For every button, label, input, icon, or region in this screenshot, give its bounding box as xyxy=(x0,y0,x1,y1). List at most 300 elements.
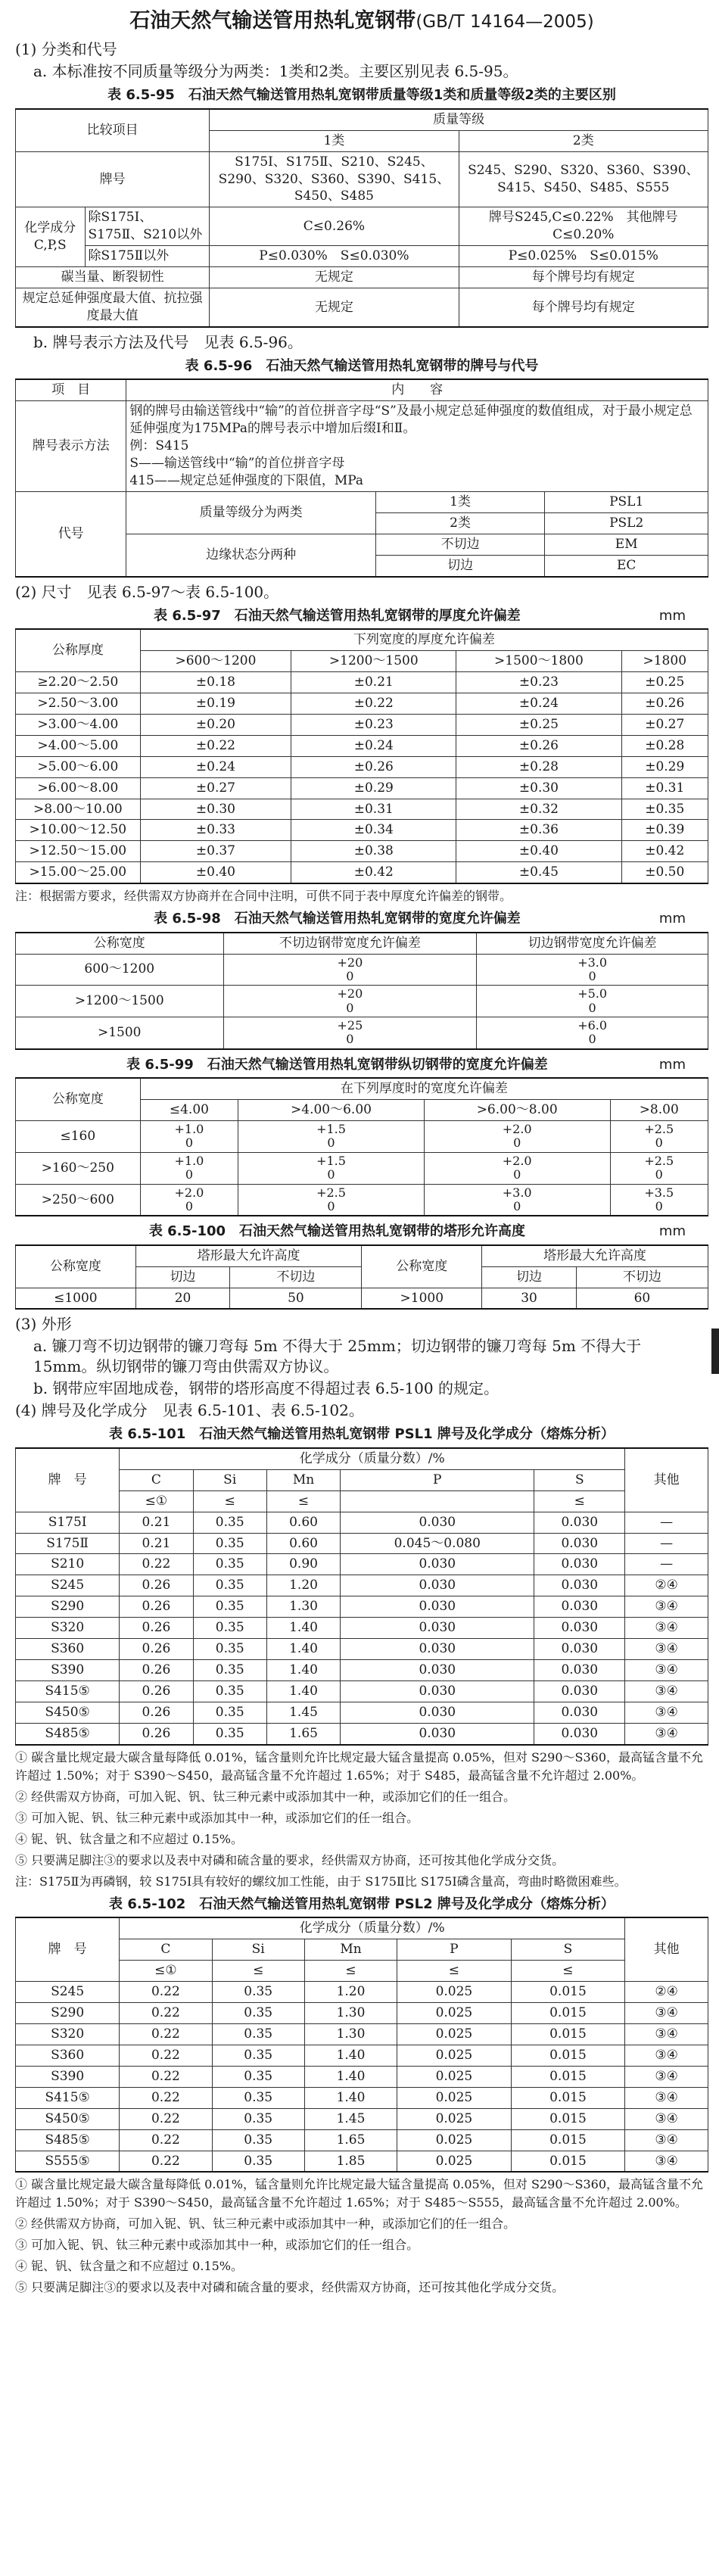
table-row xyxy=(16,1723,708,1744)
table-cell: >250～600 xyxy=(16,1184,141,1216)
table-cell: ≥2.20～2.50 xyxy=(16,671,141,693)
table-cell xyxy=(477,1017,708,1049)
table-row xyxy=(16,2087,708,2108)
table-cell: 60 xyxy=(576,1288,708,1309)
table-cell xyxy=(140,1121,238,1153)
table-notes xyxy=(15,1749,708,1891)
unit-label: mm xyxy=(658,607,686,624)
limit-header: ≤ xyxy=(266,1490,340,1512)
table-note: 注：根据需方要求，经供需双方协商并在合同中注明，可供不同于表中厚度允许偏差的钢带。 xyxy=(15,889,512,904)
table-cell: S320 xyxy=(16,2023,120,2045)
table-header: 不切边 xyxy=(576,1266,708,1288)
table-cell: 0.26 xyxy=(120,1681,193,1702)
element-header: C xyxy=(120,1469,193,1490)
tolerance-upper: +1.5 xyxy=(316,1122,346,1137)
table-cell: 0.025 xyxy=(397,2023,512,2045)
table-cell xyxy=(477,954,708,986)
table-cell: S175Ⅰ xyxy=(16,1512,120,1533)
table-cell: 0.35 xyxy=(212,2066,304,2087)
table-cell xyxy=(223,1017,477,1049)
limit-header: ≤ xyxy=(212,1961,304,1982)
table-cell: 1.30 xyxy=(266,1596,340,1618)
table-cell: 2类 xyxy=(375,512,545,534)
table-cell: 1.85 xyxy=(304,2151,397,2172)
table-cell: S555⑤ xyxy=(16,2151,120,2172)
table-header: >8.00 xyxy=(610,1100,708,1121)
table-cell: S320 xyxy=(16,1618,120,1639)
table-row xyxy=(16,714,708,735)
table-header: 公称宽度 xyxy=(362,1245,482,1288)
table-header: 塔形最大允许高度 xyxy=(482,1245,708,1266)
table-header: 切边 xyxy=(482,1266,577,1288)
table-header: 其他 xyxy=(625,1448,708,1512)
table-cell: >1000 xyxy=(362,1288,482,1309)
paragraph: a. 镰刀弯不切边钢带的镰刀弯每 5m 不得大于 25mm；切边钢带的镰刀弯每 5m 不得大于 15mm。纵切钢带的镰刀弯由供需双方协议。 xyxy=(33,1337,642,1376)
tolerance-upper: +25 xyxy=(337,1018,363,1033)
table-note: ② 经供需双方协商，可加入铌、钒、钛三种元素中或添加其中一种，或添加它们的任一组合。 xyxy=(15,2216,516,2232)
table-caption: 表 6.5-96 石油天然气输送管用热轧宽钢带的牌号与代号 xyxy=(185,358,539,375)
table-row xyxy=(16,1596,708,1618)
table-header: 下列宽度的厚度允许偏差 xyxy=(140,629,708,650)
table-cell: S290 xyxy=(16,2002,120,2023)
table-row xyxy=(16,671,708,693)
table-cell: 质量等级分为两类 xyxy=(126,491,375,534)
table-cell: 0.22 xyxy=(120,2087,212,2108)
section-heading: (1) 分类和代号 xyxy=(15,40,117,59)
table-cell: 代号 xyxy=(16,491,126,576)
tolerance-lower: 0 xyxy=(588,1000,596,1015)
table-cell: ③④ xyxy=(625,1723,708,1744)
table-header: 其他 xyxy=(625,1917,708,1981)
table-cell: 牌号 xyxy=(16,151,210,207)
table-cell: 除S175Ⅱ以外 xyxy=(85,246,210,267)
table-cell: 0.025 xyxy=(397,1982,512,2003)
table-row xyxy=(16,2023,708,2045)
table-cell: >15.00～25.00 xyxy=(16,862,141,883)
table-cell: S360 xyxy=(16,2045,120,2066)
table-caption: 表 6.5-98 石油天然气输送管用热轧宽钢带的宽度允许偏差 mm xyxy=(15,910,708,928)
table-cell: >4.00～5.00 xyxy=(16,735,141,756)
unit-label: mm xyxy=(658,1056,686,1073)
table-row xyxy=(16,799,708,820)
table-cell: ±0.26 xyxy=(456,735,621,756)
table-cell: ③④ xyxy=(625,1702,708,1724)
table-cell: ±0.36 xyxy=(456,820,621,841)
element-header: Si xyxy=(193,1469,266,1490)
table-cell: ±0.39 xyxy=(621,820,708,841)
table-cell: 1.40 xyxy=(266,1618,340,1639)
table-cell: 0.21 xyxy=(120,1512,193,1533)
table-cell: 1.40 xyxy=(266,1681,340,1702)
table-cell: S175Ⅱ xyxy=(16,1533,120,1554)
table-row xyxy=(16,693,708,714)
tolerance-upper: +3.0 xyxy=(502,1185,532,1200)
table-cell: 0.35 xyxy=(193,1596,266,1618)
table-cell: ③④ xyxy=(625,1639,708,1660)
table-cell: C≤0.26% xyxy=(210,207,459,246)
table-cell: ±0.50 xyxy=(621,862,708,883)
tolerance-lower: 0 xyxy=(346,1032,354,1047)
table-row xyxy=(16,1554,708,1575)
paragraph: a. 本标准按不同质量等级分为两类：1类和2类。主要区别见表 6.5-95。 xyxy=(33,62,518,81)
table-cell: S485⑤ xyxy=(16,1723,120,1744)
table-cell: 0.015 xyxy=(511,2129,625,2151)
paragraph: b. 钢带应牢固地成卷，钢带的塔形高度不得超过表 6.5-100 的规定。 xyxy=(33,1379,499,1398)
tolerance-upper: +1.0 xyxy=(174,1153,204,1168)
table-cell: ±0.22 xyxy=(140,735,291,756)
table-note: ④ 铌、钒、钛含量之和不应超过 0.15%。 xyxy=(15,1831,244,1846)
table-row xyxy=(16,1017,708,1049)
table-header: 比较项目 xyxy=(16,109,210,151)
table-cell: ±0.42 xyxy=(621,841,708,862)
table-cell xyxy=(238,1121,425,1153)
table-cell: P≤0.025% S≤0.015% xyxy=(459,246,708,267)
table-6-5-101 xyxy=(15,1447,708,1746)
tolerance-lower: 0 xyxy=(588,1032,596,1047)
tolerance-upper: +20 xyxy=(337,955,363,970)
method-text: 钢的牌号由输送管线中“输”的首位拼音字母“S”及最小规定总延伸强度的数值组成，对于最小规定总延伸强度为175MPa的牌号表示中增加后缀Ⅰ和Ⅱ。 xyxy=(129,403,693,437)
table-cell: 0.35 xyxy=(212,2023,304,2045)
table-row xyxy=(16,1121,708,1153)
table-6-5-98 xyxy=(15,932,708,1050)
tolerance-lower: 0 xyxy=(588,968,596,983)
table-row xyxy=(16,1152,708,1184)
tolerance-upper: +2.5 xyxy=(316,1185,346,1200)
table-header: 不切边钢带宽度允许偏差 xyxy=(223,933,477,954)
table-cell: ±0.35 xyxy=(621,799,708,820)
table-cell: ③④ xyxy=(625,2002,708,2023)
table-cell: ±0.32 xyxy=(456,799,621,820)
table-cell: >8.00～10.00 xyxy=(16,799,141,820)
table-cell: 1.40 xyxy=(304,2045,397,2066)
table-cell: ±0.22 xyxy=(291,693,456,714)
page-title: 石油天然气输送管用热轧宽钢带(GB/T 14164—2005) xyxy=(129,9,594,33)
table-row xyxy=(16,986,708,1017)
limit-header: ≤ xyxy=(304,1961,397,1982)
table-cell: >5.00～6.00 xyxy=(16,756,141,777)
table-row xyxy=(16,2108,708,2129)
table-cell: 0.22 xyxy=(120,2066,212,2087)
table-header: 切边 xyxy=(135,1266,230,1288)
table-cell: 0.26 xyxy=(120,1596,193,1618)
table-cell: EC xyxy=(545,555,708,576)
table-cell: 0.26 xyxy=(120,1575,193,1596)
table-cell: 1.65 xyxy=(266,1723,340,1744)
table-6-5-96 xyxy=(15,378,708,577)
table-cell: ±0.23 xyxy=(456,671,621,693)
table-cell: 0.030 xyxy=(341,1596,534,1618)
table-header: 公称厚度 xyxy=(16,629,141,671)
table-cell: ±0.28 xyxy=(621,735,708,756)
table-cell: ±0.31 xyxy=(291,799,456,820)
table-cell: 0.025 xyxy=(397,2002,512,2023)
limit-header: ≤ xyxy=(397,1961,512,1982)
table-cell: 边缘状态分两种 xyxy=(126,534,375,576)
table-cell: ③④ xyxy=(625,2023,708,2045)
table-row xyxy=(16,1575,708,1596)
unit-label: mm xyxy=(658,911,686,927)
table-cell: ±0.40 xyxy=(456,841,621,862)
table-cell: ±0.30 xyxy=(456,777,621,799)
tolerance-lower: 0 xyxy=(655,1198,663,1213)
table-cell: 0.90 xyxy=(266,1554,340,1575)
table-6-5-99 xyxy=(15,1077,708,1216)
tolerance-lower: 0 xyxy=(655,1167,663,1182)
standard-code: (GB/T 14164—2005) xyxy=(416,12,594,32)
table-cell: 0.35 xyxy=(193,1554,266,1575)
table-cell xyxy=(223,954,477,986)
table-cell: ±0.23 xyxy=(291,714,456,735)
table-cell xyxy=(610,1152,708,1184)
table-cell: 0.015 xyxy=(511,2151,625,2172)
table-cell xyxy=(424,1121,610,1153)
table-cell: ③④ xyxy=(625,2108,708,2129)
table-cell: >1500 xyxy=(16,1017,224,1049)
table-header: >6.00～8.00 xyxy=(424,1100,610,1121)
table-cell: — xyxy=(625,1554,708,1575)
table-cell: EM xyxy=(545,534,708,555)
table-cell: 化学成分 C,P,S xyxy=(16,207,86,267)
table-cell: 每个牌号均有规定 xyxy=(459,267,708,288)
table-cell: ±0.21 xyxy=(291,671,456,693)
table-header: >1200～1500 xyxy=(291,650,456,671)
table-header: 化学成分（质量分数）/% xyxy=(120,1448,625,1469)
table-caption: 表 6.5-99 石油天然气输送管用热轧宽钢带纵切钢带的宽度允许偏差 mm xyxy=(15,1056,708,1074)
table-note: ② 经供需双方协商，可加入铌、钒、钛三种元素中或添加其中一种，或添加它们的任一组合。 xyxy=(15,1789,516,1804)
table-cell: 0.015 xyxy=(511,2045,625,2066)
table-cell: ③④ xyxy=(625,2045,708,2066)
table-cell: 0.35 xyxy=(212,2151,304,2172)
paragraph: b. 牌号表示方法及代号 见表 6.5-96。 xyxy=(33,333,303,352)
table-row xyxy=(16,841,708,862)
table-note: 注：S175Ⅱ为再磷钢，较 S175Ⅰ具有较好的螺纹加工性能，由于 S175Ⅱ比 S175Ⅰ磷含量高，弯曲时略微困难些。 xyxy=(15,1874,627,1889)
table-cell xyxy=(610,1121,708,1153)
table-cell: 0.030 xyxy=(534,1681,625,1702)
table-cell: ±0.37 xyxy=(140,841,291,862)
table-cell: 无规定 xyxy=(210,267,459,288)
table-cell: 0.030 xyxy=(534,1723,625,1744)
tolerance-lower: 0 xyxy=(513,1198,521,1213)
tolerance-upper: +2.5 xyxy=(644,1153,674,1168)
table-cell: 0.030 xyxy=(341,1512,534,1533)
example-text: S——输送管线中“输”的首位拼音字母 xyxy=(129,456,345,472)
table-cell: ±0.26 xyxy=(291,756,456,777)
table-cell: ±0.25 xyxy=(621,671,708,693)
table-cell: 0.35 xyxy=(193,1512,266,1533)
table-cell: ±0.40 xyxy=(140,862,291,883)
table-cell: ②④ xyxy=(625,1575,708,1596)
table-cell: S415⑤ xyxy=(16,1681,120,1702)
table-cell: ±0.45 xyxy=(456,862,621,883)
table-cell: >160～250 xyxy=(16,1152,141,1184)
table-cell: ±0.24 xyxy=(291,735,456,756)
table-cell: 0.35 xyxy=(193,1660,266,1681)
example-text: 例：S415 xyxy=(129,438,189,454)
table-cell: 20 xyxy=(135,1288,230,1309)
table-cell: 0.26 xyxy=(120,1618,193,1639)
table-cell: >12.50～15.00 xyxy=(16,841,141,862)
table-cell: 0.030 xyxy=(341,1681,534,1702)
table-cell: 1.40 xyxy=(304,2087,397,2108)
table-caption: 表 6.5-101 石油天然气输送管用热轧宽钢带 PSL1 牌号及化学成分（熔炼分析） xyxy=(109,1426,615,1443)
table-6-5-102 xyxy=(15,1917,708,2173)
table-cell: 0.35 xyxy=(193,1702,266,1724)
table-cell: ±0.38 xyxy=(291,841,456,862)
table-cell: 0.22 xyxy=(120,2108,212,2129)
tolerance-lower: 0 xyxy=(327,1198,335,1213)
page-edge-tab xyxy=(711,1328,719,1374)
element-header: Si xyxy=(212,1939,304,1961)
element-header: Mn xyxy=(266,1469,340,1490)
table-cell: S360 xyxy=(16,1639,120,1660)
table-cell: 0.025 xyxy=(397,2087,512,2108)
table-cell xyxy=(238,1184,425,1216)
table-cell: 0.22 xyxy=(120,2002,212,2023)
table-cell: 0.045～0.080 xyxy=(341,1533,534,1554)
table-cell xyxy=(223,986,477,1017)
table-row xyxy=(16,2002,708,2023)
tolerance-upper: +2.5 xyxy=(644,1122,674,1137)
table-cell: S245 xyxy=(16,1575,120,1596)
tolerance-upper: +3.0 xyxy=(577,955,608,970)
table-note: ④ 铌、钒、钛含量之和不应超过 0.15%。 xyxy=(15,2259,244,2274)
section-heading: (2) 尺寸 见表 6.5-97～表 6.5-100。 xyxy=(15,582,279,601)
table-row xyxy=(16,1982,708,2003)
tolerance-lower: 0 xyxy=(655,1135,663,1151)
table-header: 内 容 xyxy=(126,379,708,400)
table-cell: 0.030 xyxy=(341,1660,534,1681)
table-cell: ±0.18 xyxy=(140,671,291,693)
table-cell: ±0.24 xyxy=(456,693,621,714)
table-cell: 0.26 xyxy=(120,1702,193,1724)
table-header: >1500～1800 xyxy=(456,650,621,671)
table-cell: 0.030 xyxy=(534,1596,625,1618)
table-cell: 0.60 xyxy=(266,1533,340,1554)
tolerance-upper: +2.0 xyxy=(502,1122,532,1137)
table-row xyxy=(16,2045,708,2066)
table-cell: 规定总延伸强度最大值、抗拉强度最大值 xyxy=(16,288,210,327)
table-cell: 0.22 xyxy=(120,2151,212,2172)
table-cell: ±0.29 xyxy=(621,756,708,777)
table-cell: 1.40 xyxy=(266,1660,340,1681)
table-cell xyxy=(424,1152,610,1184)
table-cell: 每个牌号均有规定 xyxy=(459,288,708,327)
table-row xyxy=(16,1702,708,1724)
table-note: ⑤ 只要满足脚注③的要求以及表中对磷和硫含量的要求，经供需双方协商，还可按其他化学成分交货。 xyxy=(15,2280,565,2295)
table-header: 公称宽度 xyxy=(16,1245,136,1288)
table-cell: 0.030 xyxy=(534,1554,625,1575)
tolerance-upper: +2.0 xyxy=(502,1153,532,1168)
table-cell: 1.45 xyxy=(304,2108,397,2129)
table-cell: 无规定 xyxy=(210,288,459,327)
table-cell: PSL1 xyxy=(545,491,708,512)
table-row xyxy=(16,2066,708,2087)
table-cell: ②④ xyxy=(625,1982,708,2003)
table-cell: ③④ xyxy=(625,1618,708,1639)
table-cell: S390 xyxy=(16,2066,120,2087)
table-row xyxy=(16,756,708,777)
table-cell: 0.025 xyxy=(397,2045,512,2066)
limit-header: ≤ xyxy=(193,1490,266,1512)
tolerance-lower: 0 xyxy=(185,1198,194,1213)
table-cell: ±0.29 xyxy=(291,777,456,799)
tolerance-upper: +2.0 xyxy=(174,1185,204,1200)
table-cell: ③④ xyxy=(625,1681,708,1702)
tolerance-lower: 0 xyxy=(346,968,354,983)
table-row xyxy=(16,1512,708,1533)
table-row xyxy=(16,2129,708,2151)
table-cell: ③④ xyxy=(625,2087,708,2108)
table-cell xyxy=(238,1152,425,1184)
tolerance-upper: +6.0 xyxy=(577,1018,608,1033)
table-cell: 0.030 xyxy=(341,1575,534,1596)
table-notes xyxy=(15,2176,708,2297)
table-header: ≤4.00 xyxy=(140,1100,238,1121)
table-cell: 0.35 xyxy=(212,2087,304,2108)
table-cell: 0.22 xyxy=(120,2129,212,2151)
limit-header: ≤ xyxy=(534,1490,625,1512)
table-header: 在下列厚度时的宽度允许偏差 xyxy=(140,1078,708,1099)
table-cell: S485⑤ xyxy=(16,2129,120,2151)
table-cell: — xyxy=(625,1533,708,1554)
limit-header: ≤① xyxy=(120,1961,212,1982)
table-cell: S390 xyxy=(16,1660,120,1681)
section-heading: (3) 外形 xyxy=(15,1315,72,1334)
table-header: 1类 xyxy=(210,130,459,151)
table-cell: ±0.30 xyxy=(140,799,291,820)
table-cell: 0.35 xyxy=(212,2129,304,2151)
table-header: >1800 xyxy=(621,650,708,671)
table-cell: S245 xyxy=(16,1982,120,2003)
table-cell: ±0.31 xyxy=(621,777,708,799)
table-cell: 0.35 xyxy=(212,2108,304,2129)
table-cell: 1类 xyxy=(375,491,545,512)
table-cell: 0.030 xyxy=(341,1723,534,1744)
element-header: Mn xyxy=(304,1939,397,1961)
element-header: S xyxy=(534,1469,625,1490)
table-cell: 除S175Ⅰ、S175Ⅱ、S210以外 xyxy=(85,207,210,246)
table-cell: 0.030 xyxy=(341,1702,534,1724)
table-cell: ③④ xyxy=(625,2151,708,2172)
tolerance-lower: 0 xyxy=(185,1167,194,1182)
table-cell: 0.35 xyxy=(193,1681,266,1702)
table-cell: 0.030 xyxy=(341,1554,534,1575)
table-cell: PSL2 xyxy=(545,512,708,534)
table-cell: S210 xyxy=(16,1554,120,1575)
table-cell: 0.26 xyxy=(120,1660,193,1681)
table-cell: 50 xyxy=(230,1288,362,1309)
table-cell: P≤0.030% S≤0.030% xyxy=(210,246,459,267)
element-header: P xyxy=(397,1939,512,1961)
tolerance-lower: 0 xyxy=(185,1135,194,1151)
table-cell: >1200～1500 xyxy=(16,986,224,1017)
table-note: ③ 可加入铌、钒、钛三种元素中或添加其中一种，或添加它们的任一组合。 xyxy=(15,2238,419,2253)
table-cell: 0.35 xyxy=(212,2045,304,2066)
table-note: ① 碳含量比规定最大碳含量每降低 0.01%，锰含量则允许比规定最大锰含量提高 0.05%，但对 S290～S360，最高锰含量不允许超过 1.50%；对于 S390～S450，最高锰含量不允许超过 1.65%；对于 S485～S555，最高锰含量不允许超过 2.00%。 xyxy=(15,2177,704,2210)
tolerance-upper: +1.5 xyxy=(316,1153,346,1168)
table-cell: 0.030 xyxy=(534,1618,625,1639)
table-cell: ±0.34 xyxy=(291,820,456,841)
tolerance-lower: 0 xyxy=(346,1000,354,1015)
table-row xyxy=(16,954,708,986)
table-header: 项 目 xyxy=(16,379,126,400)
table-cell: 0.22 xyxy=(120,2045,212,2066)
table-row xyxy=(16,1660,708,1681)
table-note: ① 碳含量比规定最大碳含量每降低 0.01%，锰含量则允许比规定最大锰含量提高 0.05%，但对 S290～S360，最高锰含量不允许超过 1.50%；对于 S390～S450，最高锰含量不允许超过 1.65%；对于 S485，最高锰含量不允许超过 2.00%。 xyxy=(15,1749,704,1783)
table-cell: S245、S290、S320、S360、S390、S415、S450、S485、S555 xyxy=(459,151,708,207)
table-cell: ③④ xyxy=(625,1596,708,1618)
table-header: >600～1200 xyxy=(140,650,291,671)
